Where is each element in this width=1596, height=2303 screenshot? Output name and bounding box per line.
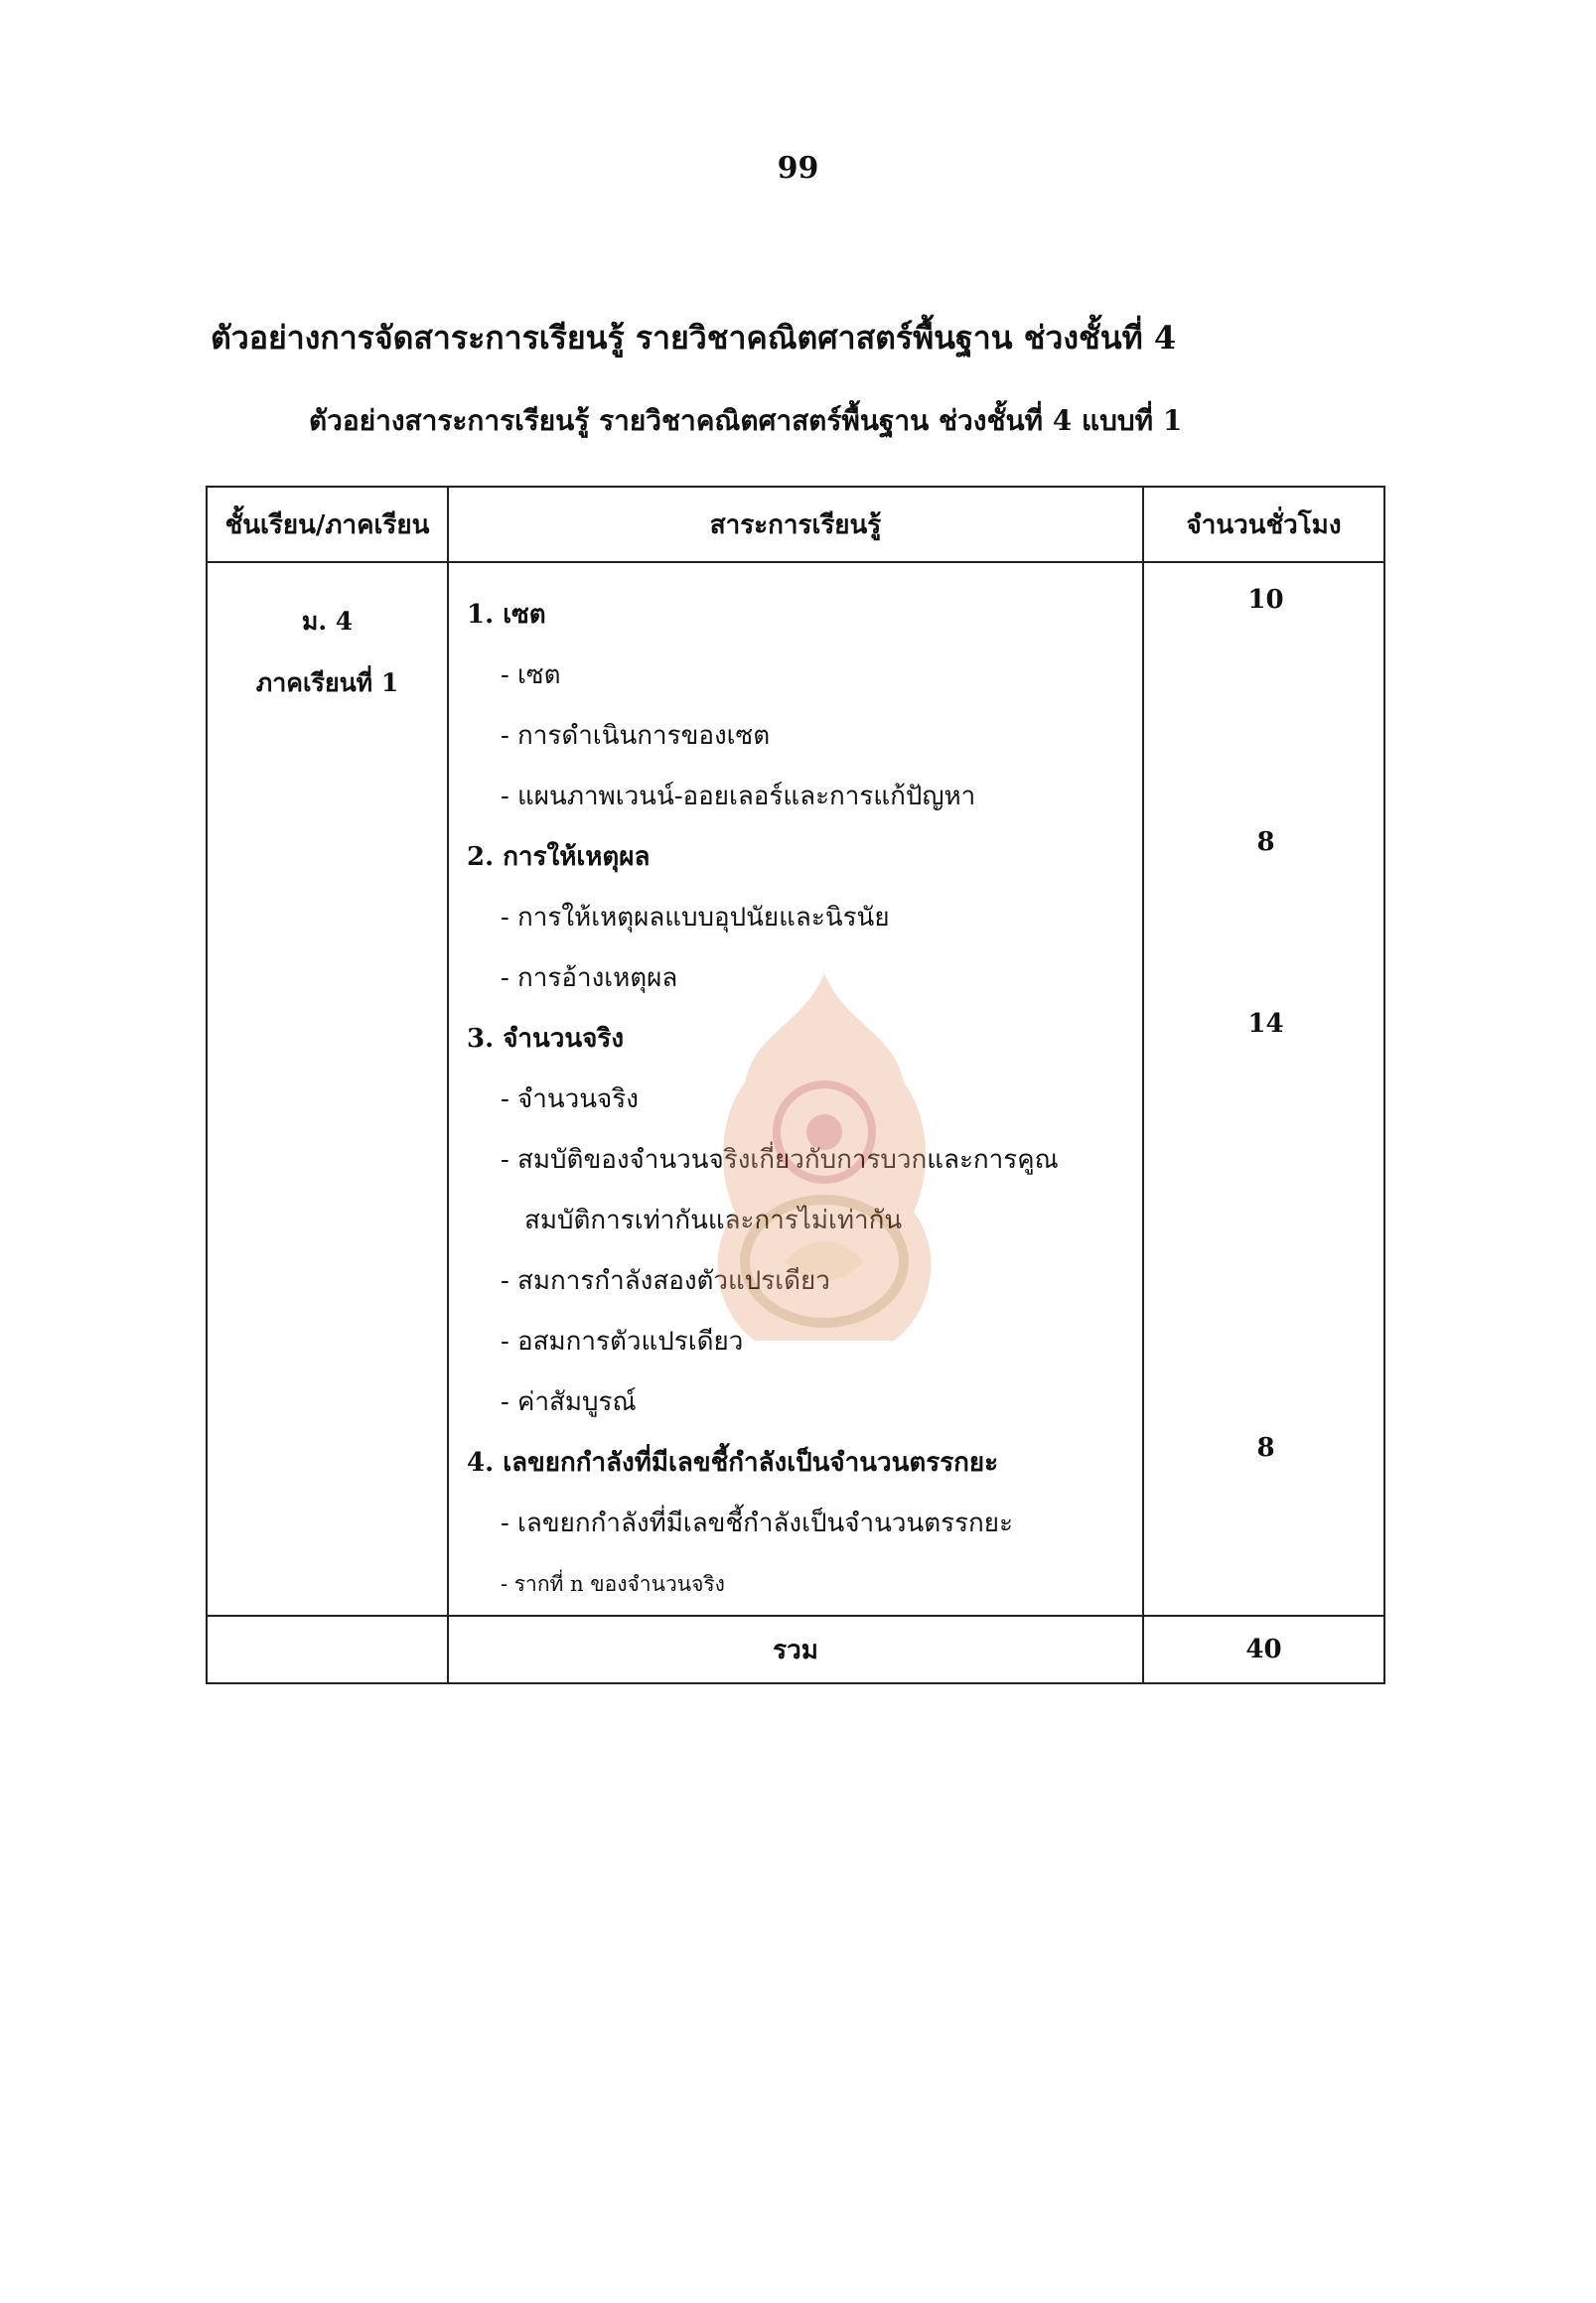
list-item: - ค่าสัมบูรณ์ — [501, 1387, 637, 1417]
page-subtitle: ตัวอย่างสาระการเรียนรู้ รายวิชาคณิตศาสตร์พื้นฐาน ช่วงชั้นที่ 4 แบบที่ 1 — [309, 404, 1183, 437]
list-item: - การให้เหตุผลแบบอุปนัยและนิรนัย — [501, 903, 890, 933]
list-item: - เซต — [501, 660, 561, 690]
page-number: 99 — [777, 151, 819, 186]
topic-exponents: 4. เลขยกกำลังที่มีเลขชี้กำลังเป็นจำนวนตรรกยะ — [467, 1448, 999, 1478]
hours-real-numbers: 14 — [1247, 1009, 1284, 1039]
hours-cell — [1143, 562, 1384, 1616]
list-item: - การอ้างเหตุผล — [501, 963, 678, 993]
table-body-row — [207, 562, 1384, 1616]
total-hours: 40 — [1143, 1616, 1384, 1683]
list-item: - การดำเนินการของเซต — [501, 721, 771, 751]
term-cell — [207, 562, 448, 1616]
list-item: - จำนวนจริง — [501, 1084, 639, 1114]
list-item: สมบัติการเท่ากันและการไม่เท่ากัน — [524, 1206, 903, 1235]
list-item: - สมบัติของจำนวนจริงเกี่ยวกับการบวกและการคูณ — [501, 1145, 1059, 1175]
header-content: สาระการเรียนรู้ — [448, 487, 1143, 562]
topic-reasoning: 2. การให้เหตุผล — [467, 842, 651, 872]
list-item: - แผนภาพเวนน์-ออยเลอร์และการแก้ปัญหา — [501, 782, 976, 811]
total-row — [207, 1616, 1384, 1683]
table-header-row — [207, 487, 1384, 562]
page-title: ตัวอย่างการจัดสาระการเรียนรู้ รายวิชาคณิตศาสตร์พื้นฐาน ช่วงชั้นที่ 4 — [211, 319, 1177, 357]
content-cell — [448, 562, 1143, 1616]
list-item: - อสมการตัวแปรเดียว — [501, 1327, 744, 1357]
list-item: - รากที่ n ของจำนวนจริง — [501, 1572, 725, 1596]
hours-sets: 10 — [1247, 585, 1284, 615]
hours-reasoning: 8 — [1256, 827, 1275, 857]
grade-label: ม. 4 — [301, 607, 354, 636]
hours-exponents: 8 — [1256, 1433, 1275, 1463]
total-blank — [207, 1616, 448, 1683]
header-hours: จำนวนชั่วโมง — [1143, 487, 1384, 562]
total-label: รวม — [448, 1616, 1143, 1683]
semester-label: ภาคเรียนที่ 1 — [255, 668, 399, 697]
header-term: ชั้นเรียน/ภาคเรียน — [207, 487, 448, 562]
learning-content-table — [206, 486, 1385, 1684]
topic-sets: 1. เซต — [467, 600, 546, 630]
list-item: - เลขยกกำลังที่มีเลขชี้กำลังเป็นจำนวนตรรกยะ — [501, 1509, 1013, 1538]
topic-real-numbers: 3. จำนวนจริง — [467, 1024, 625, 1054]
list-item: - สมการกำลังสองตัวแปรเดียว — [501, 1266, 830, 1296]
